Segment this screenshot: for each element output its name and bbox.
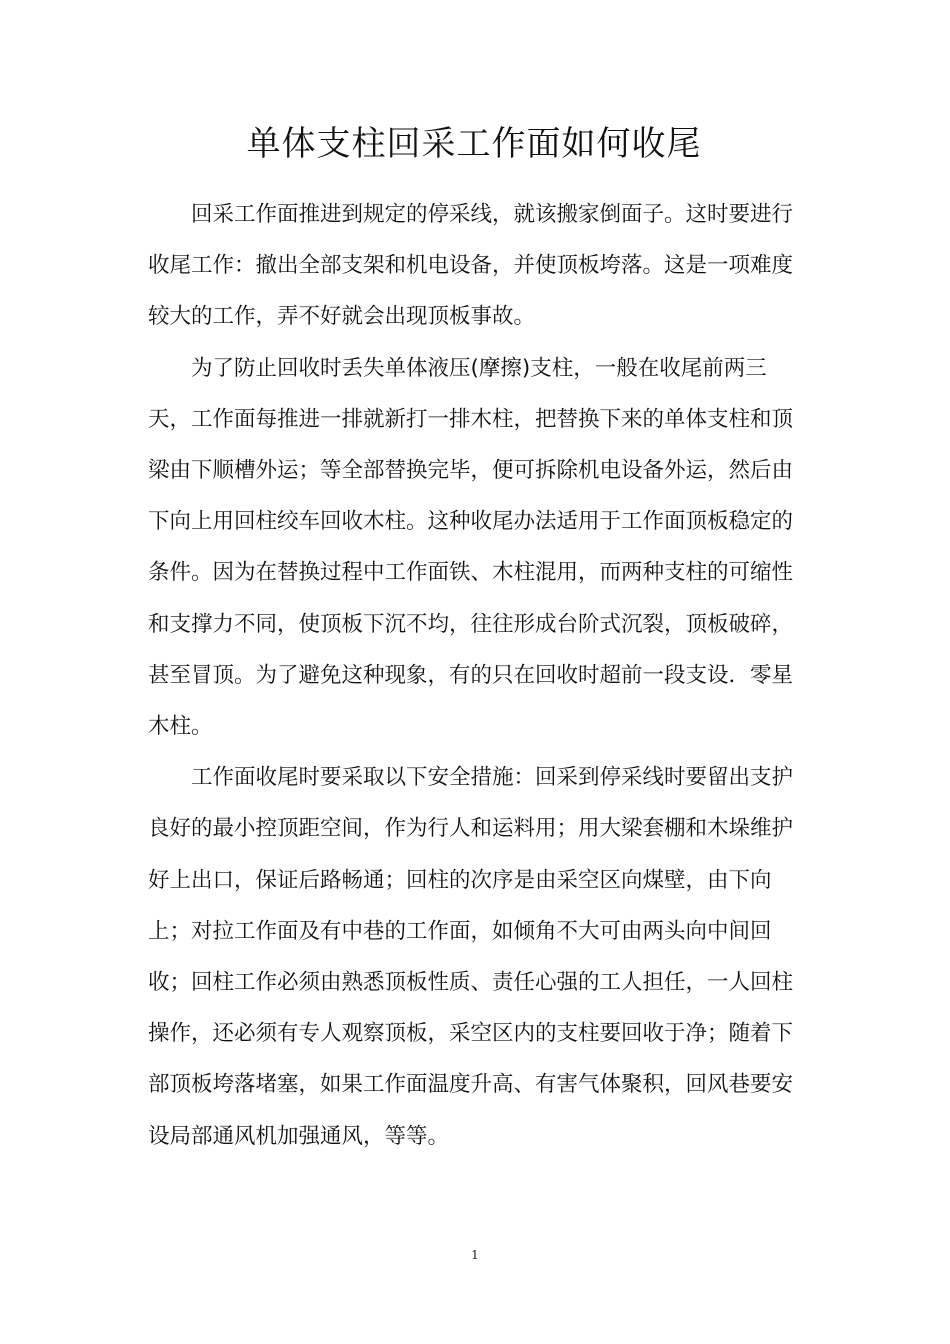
page-number: 1	[471, 1248, 479, 1262]
paragraph-3: 工作面收尾时要采取以下安全措施：回采到停采线时要留出支护良好的最小控顶距空间，作为行人和运料用；用大梁套棚和木垛维护好上出口，保证后路畅通；回柱的次序是由采空区向煤壁，由下向上；对拉工作面及有中巷的工作面，如倾角不大可由两头向中间回收；回柱工作必须由熟悉顶板性质、责任心强的工人担任，一人回柱操作，还必须有专人观察顶板，采空区内的支柱要回收于净；随着下部顶板垮落堵塞，如果工作面温度升高、有害气体聚积，回风巷要安设局部通风机加强通风，等等。	[148, 765, 794, 1149]
paragraph-2: 为了防止回收时丢失单体液压(摩擦)支柱，一般在收尾前两三天，工作面每推进一排就新打一排木柱，把替换下来的单体支柱和顶梁由下顺槽外运；等全部替换完毕，便可拆除机电设备外运，然后由下向上用回柱绞车回收木柱。这种收尾办法适用于工作面顶板稳定的条件。因为在替换过程中工作面铁、木柱混用，而两种支柱的可缩性和支撑力不同，使顶板下沉不均，往往形成台阶式沉裂，顶板破碎，甚至冒顶。为了避免这种现象，有的只在回收时超前一段支设．零星木柱。	[148, 355, 794, 740]
document-title: 单体支柱回采工作面如何收尾	[246, 124, 702, 164]
document-body	[148, 189, 800, 1162]
paragraph-1: 回采工作面推进到规定的停采线，就该搬家倒面子。这时要进行收尾工作：撤出全部支架和机电设备，并使顶板垮落。这是一项难度较大的工作，弄不好就会出现顶板事故。	[148, 202, 794, 330]
